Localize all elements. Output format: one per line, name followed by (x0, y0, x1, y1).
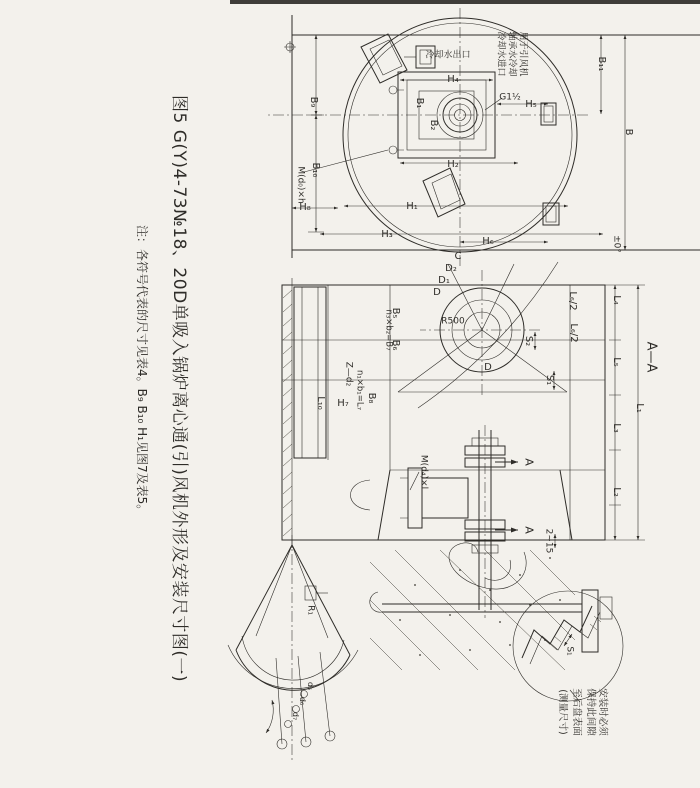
cooling-outlet-label: 冷却水出口 (425, 50, 471, 61)
dim-label-b9: B₉ (308, 96, 319, 108)
inlet-cone-view (228, 535, 358, 762)
section-arrow-a-right: A (522, 526, 536, 534)
dim-label-d1: D₁ (438, 275, 450, 286)
dim-label-d: D (433, 287, 441, 298)
detail-note-4: (测量尺寸) (556, 689, 568, 735)
dim-label-s1: S₁ (544, 374, 555, 386)
dim-label-l5: L₅ (611, 357, 622, 367)
dim-label-b: B (623, 128, 634, 136)
figure-caption: 图5 G(Y)4-73№18、20D单吸入锅炉离心通(引)风机外形及安装尺寸图(一) (169, 95, 189, 683)
detail-gap-label: S₁ (564, 646, 575, 656)
dim-label-l10: L₁₀ (315, 396, 326, 410)
dim-label-l-small: l (432, 516, 443, 520)
dim-label-h7: H₇ (337, 398, 349, 409)
dim-label-b2: B₂ (428, 119, 439, 131)
cone-radius-label: R₁ (305, 605, 316, 615)
inlet-water-note-2: 轴承水冷却 (506, 31, 517, 77)
dim-label-c: C (454, 251, 462, 262)
bolt-span-l7: n₁×b₁=L₇ (354, 370, 365, 410)
dim-label-h1: H₁ (406, 201, 418, 212)
dim-label-l3: L₃ (611, 423, 622, 433)
detail-note-2: 保持此间隙 (584, 688, 596, 736)
dim-label-h2: H₂ (447, 159, 459, 170)
inlet-water-note-3: 冷却水进口 (495, 31, 506, 77)
dim-label-b5: B₅ (390, 307, 401, 319)
dim-label-h3: H₃ (381, 229, 393, 240)
coupling-bolt-callout: M(d₄)×l (418, 454, 429, 490)
gap-range-label: 2~15 (543, 528, 554, 554)
dim-label-b10: B₁₀ (310, 162, 321, 178)
dim-label-d5: d₅ (306, 681, 315, 691)
thread-size-label: G1½ (499, 92, 521, 103)
dim-label-b6: B₆ (390, 339, 401, 351)
figure-note: 注：各符号代表的尺寸见表4。B₉ B₁₀ H₁见图7及表5。 (135, 225, 149, 517)
section-label: A—A (643, 341, 659, 373)
dim-label-h6: H₆ (482, 236, 494, 247)
hole-callout-zd2: Z—d₂ (343, 361, 354, 387)
dim-label-b1: B₁ (414, 97, 425, 109)
inlet-water-note-1: 用于引风机 (517, 31, 528, 77)
dim-label-l6-half-b: L₆/2 (568, 323, 579, 343)
dim-label-h4: H₄ (447, 74, 459, 85)
dim-label-d7: d₇ (291, 711, 300, 721)
dim-label-h5: H₅ (525, 99, 537, 110)
detail-note-3: 至后盘表面 (570, 688, 582, 736)
dim-label-b8: B₈ (366, 392, 377, 404)
dim-label-s2: S₂ (523, 335, 534, 347)
dim-label-d6: d₆ (298, 696, 307, 706)
dim-label-l6-half-a: L₆/2 (567, 291, 578, 311)
dim-label-d-flange: D (484, 362, 492, 373)
dim-label-d2: D₂ (445, 263, 457, 274)
radius-label-r500: R500 (441, 316, 465, 327)
anchor-bolt-callout: M(d₀)×h (295, 166, 306, 204)
angle-label: ±0° (611, 235, 622, 253)
dim-label-l4: L₄ (611, 295, 622, 305)
section-arrow-a-left: A (522, 458, 536, 466)
scan-edge-artifact (230, 0, 700, 4)
dim-label-b11: B₁₁ (596, 56, 607, 72)
dim-label-l1: L₁ (634, 403, 645, 413)
dim-label-h8: H₈ (299, 202, 311, 213)
dim-label-l2: L₂ (611, 487, 622, 497)
side-elevation-view (268, 8, 700, 266)
bolt-span-b7: n₃×b₂=B₇ (383, 309, 394, 351)
detail-note-1: 安装时必须 (596, 688, 608, 736)
